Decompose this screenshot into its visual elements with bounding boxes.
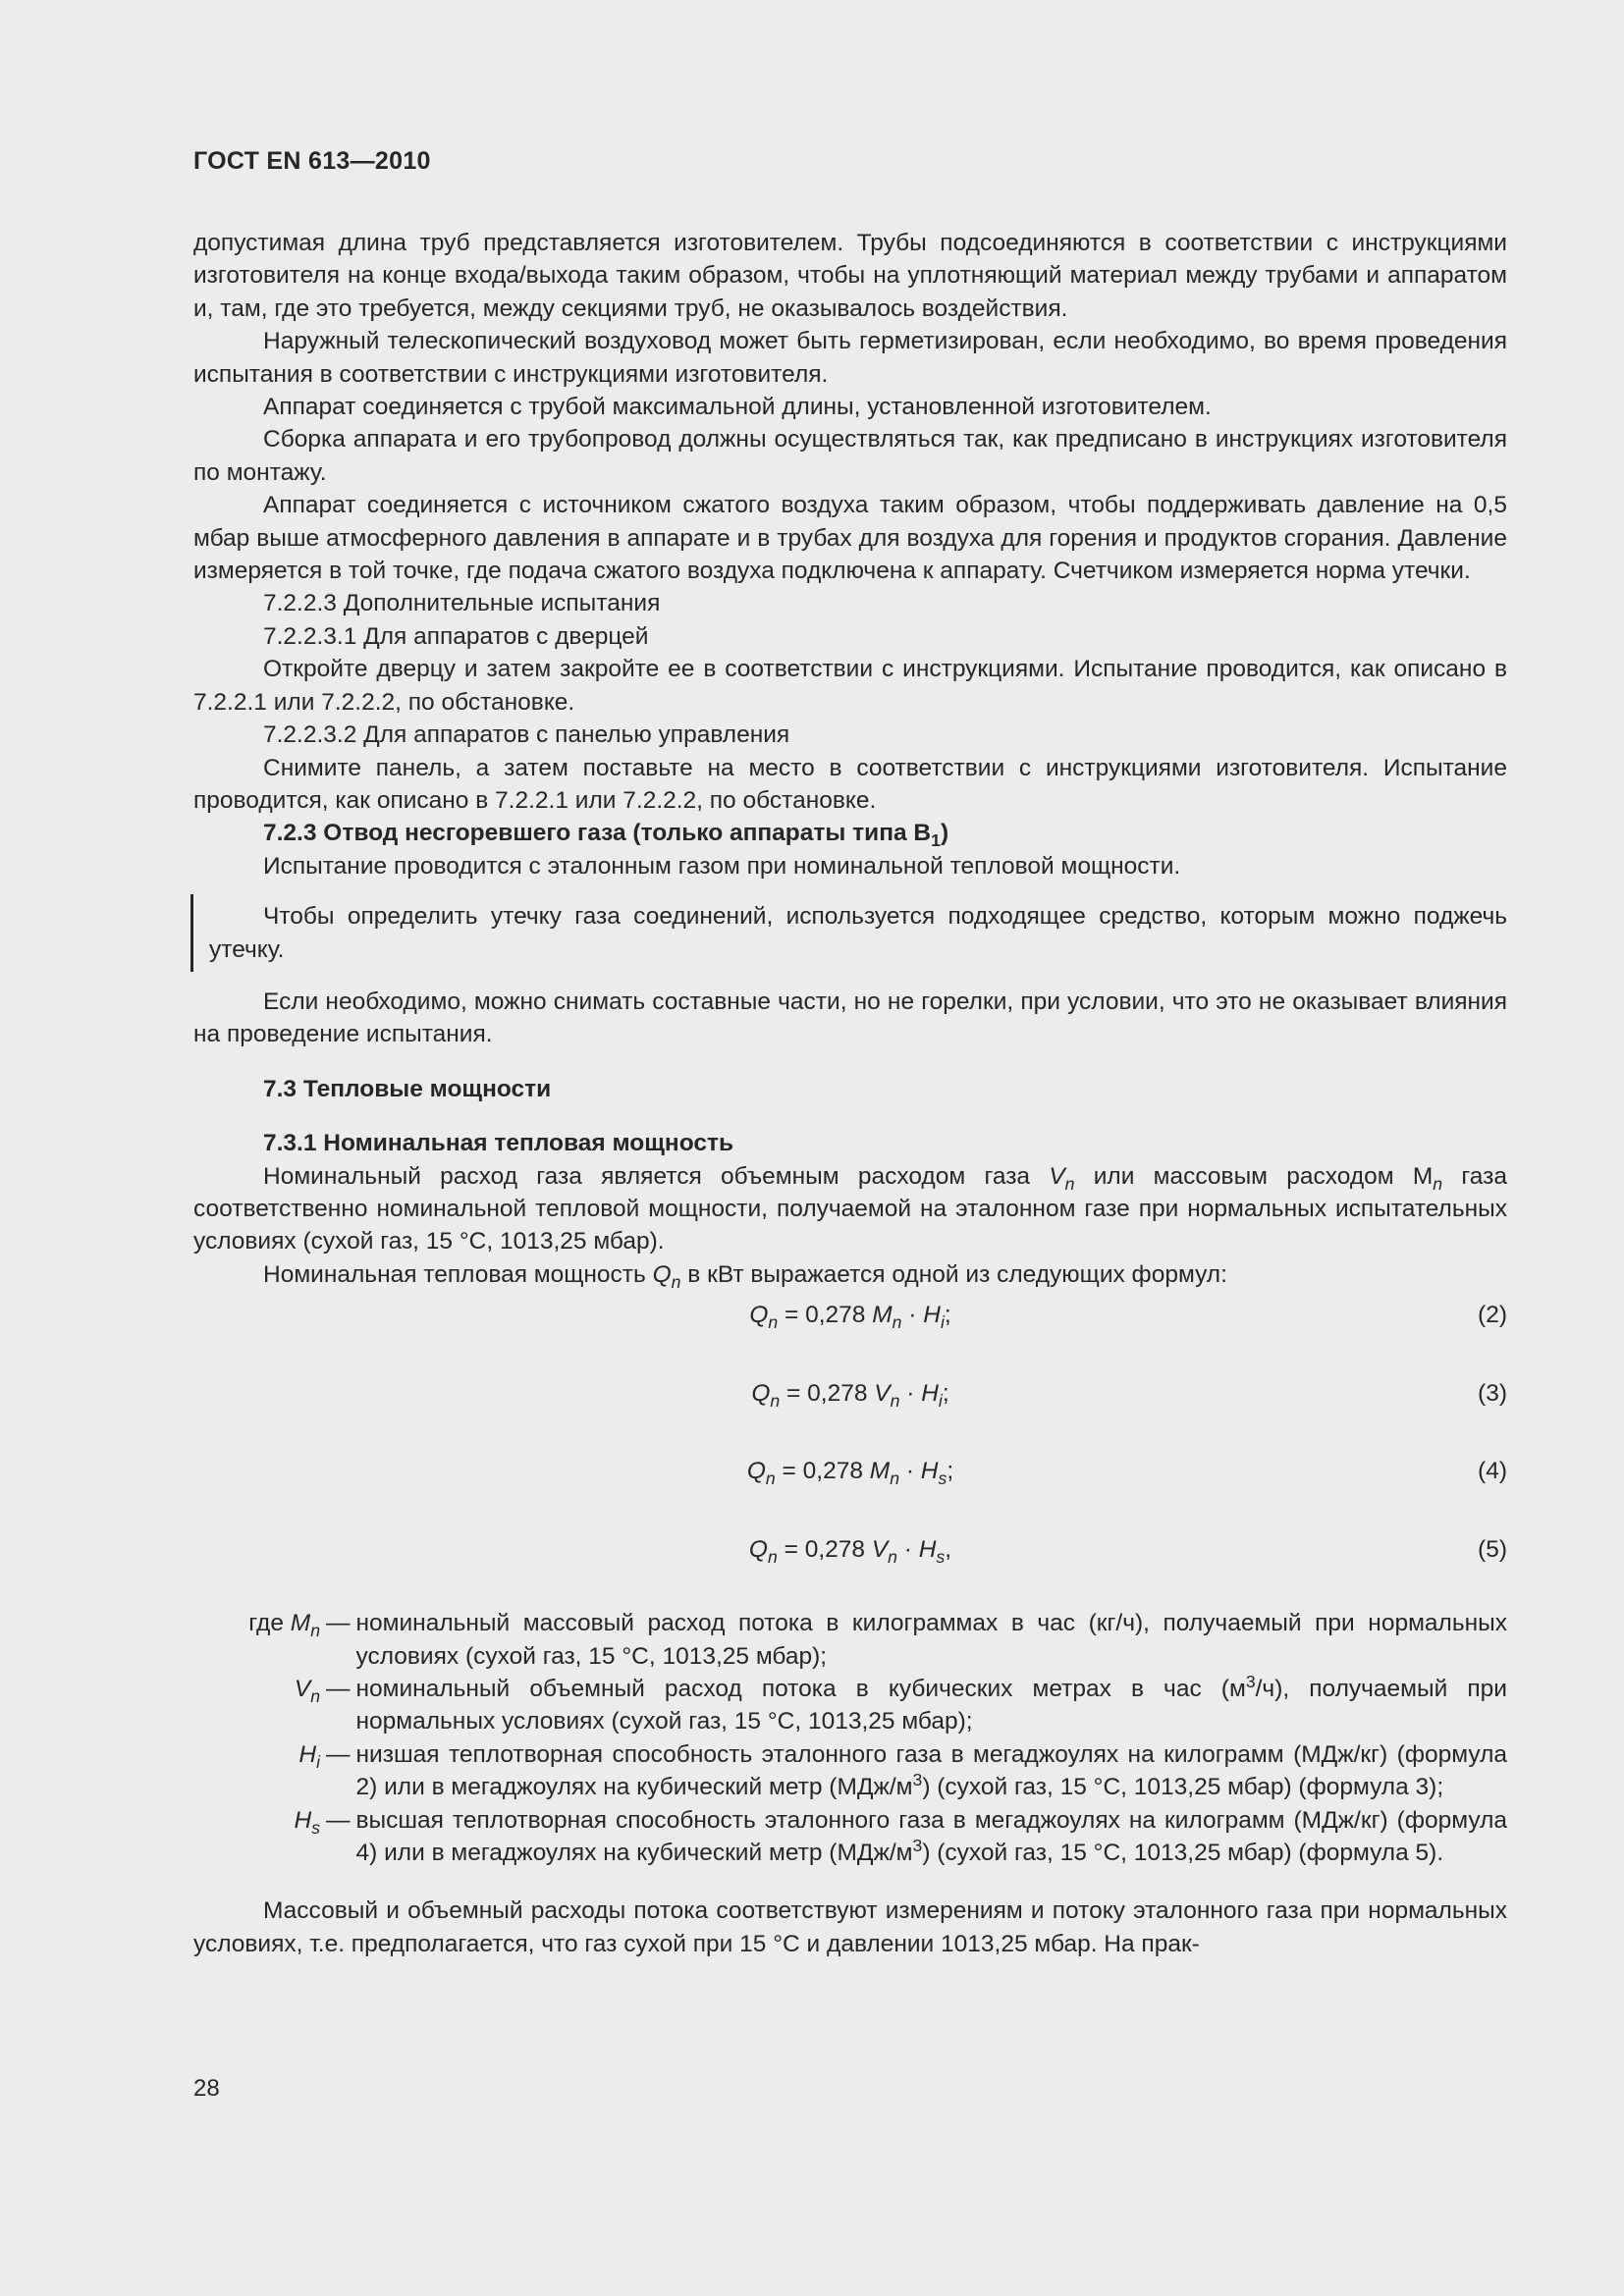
formula-expression: $Q_n = 0,278$ $V_n \cdot H_i$; (751, 1379, 949, 1411)
subscript: n (1433, 1173, 1443, 1194)
formula-number: (5) (1478, 1535, 1507, 1563)
subsection-heading: 7.2.2.3 Дополнительные испытания (263, 590, 661, 617)
paragraph: Снимите панель, а затем поставьте на место в соответствии с инструкциями изготовителя. Испытание проводится, как описано в 7.2.2.1 или 7.2.2.2, по обстановке. (193, 754, 1507, 814)
formula-block (193, 1291, 1507, 1603)
definition-row (193, 1607, 1507, 1673)
section-heading-7-3: 7.3 Тепловые мощности (263, 1075, 552, 1102)
definition-text: низшая теплотворная способность эталонного газа в мегаджоулях на килограмм (МДж/кг) (формула 2) или в мегаджоулях на кубический метр $(МДж/м^3)$ (сухой газ, 15 °С, 1013,25 мбар) (формула 3); (355, 1740, 1507, 1801)
formula-expression: $Q_n = 0,278$ $M_n \cdot H_i$; (749, 1302, 951, 1333)
section-heading-7-2-3 (193, 817, 1507, 849)
change-note-box (190, 894, 1507, 972)
formula (193, 1369, 1507, 1448)
paragraph: Испытание проводится с эталонным газом при номинальной тепловой мощности. (263, 852, 1181, 880)
paragraph: Сборка аппарата и его трубопровод должны осуществляться так, как предписано в инструкциях изготовителя по монтажу. (193, 426, 1507, 486)
definition-dash: — (326, 1806, 351, 1834)
formula (193, 1525, 1507, 1604)
subscript: n (671, 1271, 681, 1292)
definition-text: номинальный массовый расход потока в килограммах в час (кг/ч), получаемый при нормальных условиях (сухой газ, 15 °С, 1013,25 мбар); (355, 1610, 1507, 1670)
subsection-heading: 7.2.2.3.2 Для аппаратов с панелью управления (263, 721, 790, 749)
text-run: газа соответственно номинальной тепловой мощности, получаемой на эталонном газе при нормальных испытательных условиях (сухой газ, 15 °С, 1013,25 мбар). (193, 1162, 1507, 1255)
definition-text: высшая теплотворная способность эталонного газа в мегаджоулях на килограмм (МДж/кг) (формула 4) или в мегаджоулях на кубический метр $(МДж/м^3)$ (сухой газ, 15 °С, 1013,25 мбар) (формула 5). (355, 1806, 1507, 1867)
heading-subscript: 1 (931, 830, 941, 851)
page-number: 28 (193, 2075, 220, 2102)
paragraph: Массовый и объемный расходы потока соответствуют измерениям и потоку эталонного газа при нормальных условиях, т.е. предполагается, что газ сухой при 15 °С и давлении 1013,25 мбар. На прак- (193, 1897, 1507, 1957)
subsection-heading: 7.2.2.3.1 Для аппаратов с дверцей (263, 622, 649, 650)
paragraph (193, 1160, 1507, 1258)
definition-text: номинальный объемный расход потока в кубических метрах в час $(м^3/ч)$, получаемый при нормальных условиях (сухой газ, 15 °С, 1013,25 мбар); (355, 1672, 1507, 1735)
formula (193, 1447, 1507, 1525)
paragraph: Аппарат соединяется с трубой максимальной длины, установленной изготовителем. (263, 394, 1212, 421)
formula-number: (4) (1478, 1458, 1507, 1485)
text-run: Номинальная тепловая мощность (263, 1260, 653, 1288)
text-run: или массовым расходом M (1074, 1162, 1434, 1190)
section-heading-7-3-1: 7.3.1 Номинальная тепловая мощность (263, 1130, 734, 1157)
paragraph: Аппарат соединяется с источником сжатого воздуха таким образом, чтобы поддерживать давление на 0,5 мбар выше атмосферного давления в аппарате и в трубах для воздуха для горения и продуктов сгорания. Давление измеряется в той точке, где подача сжатого воздуха подключена к аппарату. Счетчиком измеряется норма утечки. (193, 492, 1507, 585)
text-run: Номинальный расход газа является объемным расходом газа (263, 1162, 1050, 1190)
definitions-list (193, 1607, 1507, 1869)
formula-expression: $Q_n = 0,278$ $M_n \cdot H_s$; (746, 1458, 954, 1489)
paragraph (193, 1258, 1507, 1291)
heading-text-end: ) (940, 820, 949, 847)
definition-row (193, 1804, 1507, 1870)
definition-row (193, 1738, 1507, 1804)
definition-dash: — (326, 1676, 351, 1702)
text-run: в кВт выражается одной из следующих формул: (680, 1260, 1227, 1288)
paragraph: допустимая длина труб представляется изготовителем. Трубы подсоединяются в соответствии с инструкциями изготовителя на конце входа/выхода таким образом, чтобы на уплотняющий материал между трубами и аппаратом и, там, где это требуется, между секциями труб, не оказывалось воздействия. (193, 230, 1507, 322)
formula-number: (2) (1478, 1302, 1507, 1329)
paragraph: Если необходимо, можно снимать составные части, но не горелки, при условии, что это не оказывает влияния на проведение испытания. (193, 988, 1507, 1048)
definition-row (193, 1673, 1507, 1738)
document-body (193, 227, 1507, 1960)
heading-text: 7.2.3 Отвод несгоревшего газа (только аппараты типа B (263, 820, 932, 847)
definition-dash: — (326, 1610, 351, 1637)
variable: Q (652, 1260, 672, 1288)
subscript: n (1064, 1173, 1075, 1194)
definition-dash: — (326, 1740, 351, 1768)
definition-symbol: где $M_n$ (248, 1610, 320, 1641)
paragraph: Наружный телескопический воздуховод может быть герметизирован, если необходимо, во время проведения испытания в соответствии с инструкциями изготовителя. (193, 328, 1507, 388)
note-text: Чтобы определить утечку газа соединений, используется подходящее средство, которым можно поджечь утечку. (209, 903, 1507, 963)
formula-expression: $Q_n = 0,278$ $V_n \cdot H_s$, (748, 1535, 952, 1567)
formula-number: (3) (1478, 1379, 1507, 1407)
definition-symbol: $H_i$ (298, 1740, 320, 1772)
document-header: ГОСТ EN 613—2010 (193, 147, 431, 175)
formula (193, 1291, 1507, 1369)
paragraph: Откройте дверцу и затем закройте ее в соответствии с инструкциями. Испытание проводится, как описано в 7.2.2.1 или 7.2.2.2, по обстановке. (193, 656, 1507, 716)
definition-symbol: $H_s$ (294, 1806, 320, 1838)
definition-symbol: $V_n$ (294, 1676, 320, 1707)
variable: V (1049, 1162, 1065, 1190)
